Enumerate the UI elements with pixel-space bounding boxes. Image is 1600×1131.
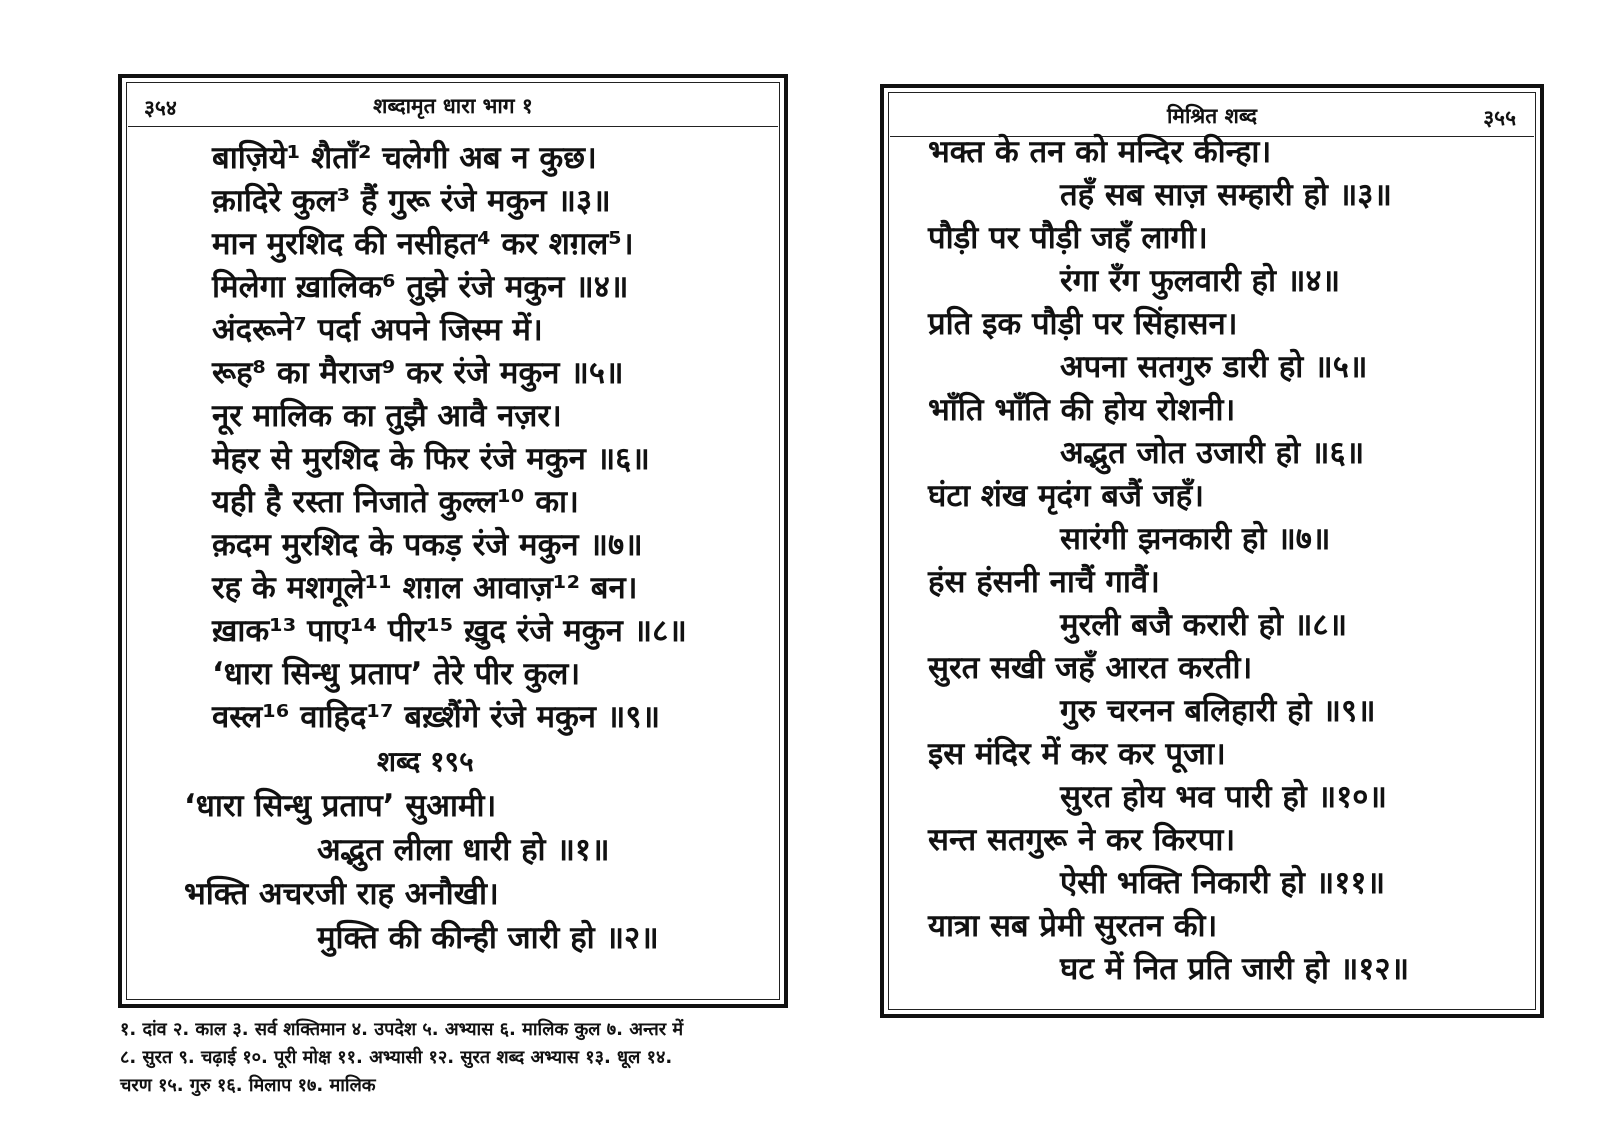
verse-line: मेहर से मुरशिद के फिर रंजे मकुन ॥६॥ [212,441,650,477]
verse-line: घंटा शंख मृदंग बजैं जहँ। [928,478,1204,514]
verse-line: सुरत सखी जहँ आरत करती। [928,650,1253,686]
verse-line: क़दम मुरशिद के पकड़ रंजे मकुन ॥७॥ [212,527,643,563]
verse-line: सुरत होय भव पारी हो ॥१०॥ [1060,779,1387,815]
running-title: मिश्रित शब्द [1166,104,1257,128]
verse-line: सन्त सतगुरू ने कर किरपा। [928,822,1236,858]
footnote-line: १. दांव २. काल ३. सर्व शक्तिमान ४. उपदेश ५. अभ्यास ६. मालिक कुल ७. अन्तर में [120,1019,684,1040]
verse-line: सारंगी झनकारी हो ॥७॥ [1060,521,1331,557]
verse-line: भक्ति अचरजी राह अनौखी। [184,876,499,912]
verse-line: ऐसी भक्ति निकारी हो ॥११॥ [1060,865,1386,901]
verse-line: अद्भुत लीला धारी हो ॥१॥ [317,832,610,868]
verse-line: रूह⁸ का मैराज⁹ कर रंजे मकुन ॥५॥ [212,355,624,391]
right-page-header [890,94,1534,137]
left-page-header [128,84,778,127]
verse-line: मुक्ति की कीन्ही जारी हो ॥२॥ [317,920,659,956]
footnotes [120,1016,800,1100]
verse-line: ख़ाक¹³ पाए¹⁴ पीर¹⁵ ख़ुद रंजे मकुन ॥८॥ [212,613,687,649]
right-page [880,84,1544,1018]
page-number: ३५४ [144,96,177,120]
verse-line: ‘धारा सिन्धु प्रताप’ सुआमी। [184,788,497,824]
verse-line: वस्ल¹⁶ वाहिद¹⁷ बख़्शैंगे रंजे मकुन ॥९॥ [212,699,661,735]
verse-line: इस मंदिर में कर कर पूजा। [928,736,1226,772]
verse-line: घट में नित प्रति जारी हो ॥१२॥ [1060,951,1410,987]
verse-line: भक्त के तन को मन्दिर कीन्हा। [928,134,1272,170]
left-page [118,74,788,1008]
verse-line: यही है रस्ता निजाते कुल्ल¹⁰ का। [212,484,579,520]
verse-line: रह के मशगूले¹¹ शग़ल आवाज़¹² बन। [212,570,638,606]
verse-line: यात्रा सब प्रेमी सुरतन की। [928,908,1218,944]
page-number: ३५५ [1483,106,1516,130]
shabd-heading: शब्द १९५ [377,745,474,778]
verse-line: हंस हंसनी नाचैं गावैं। [928,564,1160,600]
verse-line: ‘धारा सिन्धु प्रताप’ तेरे पीर कुल। [212,656,581,692]
verse-line: गुरु चरनन बलिहारी हो ॥९॥ [1060,693,1376,729]
verse-line: तहँ सब साज़ सम्हारी हो ॥३॥ [1060,177,1393,213]
verse-line: प्रति इक पौड़ी पर सिंहासन। [928,306,1238,342]
verse-line: नूर मालिक का तुझै आवै नज़र। [212,398,562,434]
running-title: शब्दामृत धारा भाग १ [373,94,533,118]
verse-line: अद्भुत जोत उजारी हो ॥६॥ [1060,435,1365,471]
footnote-line: ८. सुरत ९. चढ़ाई १०. पूरी मोक्ष ११. अभ्यासी १२. सुरत शब्द अभ्यास १३. धूल १४. [120,1047,673,1068]
verse-line: मुरली बजै करारी हो ॥८॥ [1060,607,1348,643]
verse-line: मिलेगा ख़ालिक⁶ तुझे रंजे मकुन ॥४॥ [212,269,629,305]
footnote-line: चरण १५. गुरु १६. मिलाप १७. मालिक [120,1075,376,1096]
verse-line: पौड़ी पर पौड़ी जहँ लागी। [928,220,1208,256]
verse-line: बाज़िये¹ शैताँ² चलेगी अब न कुछ। [212,140,597,176]
verse-line: अंदरूने⁷ पर्दा अपने जिस्म में। [212,312,543,348]
verse-line: रंगा रँग फुलवारी हो ॥४॥ [1060,263,1341,299]
verse-line: क़ादिरे कुल³ हैं गुरू रंजे मकुन ॥३॥ [212,183,611,219]
verse-line: भाँति भाँति की होय रोशनी। [928,392,1236,428]
verse-line: मान मुरशिद की नसीहत⁴ कर शग़ल⁵। [212,226,634,262]
verse-line: अपना सतगुरु डारी हो ॥५॥ [1060,349,1368,385]
